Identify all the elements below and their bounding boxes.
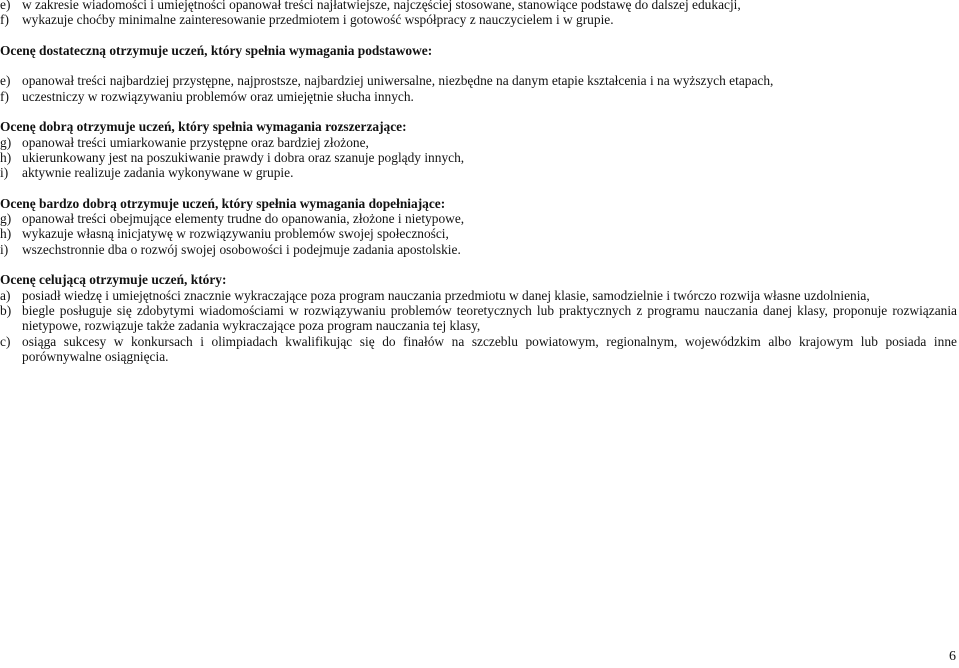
grade-heading-dobra: Ocenę dobrą otrzymuje uczeń, który spełnia wymagania rozszerzające: bbox=[0, 119, 407, 135]
list-item-text: opanował treści najbardziej przystępne, najprostsze, najbardziej uniwersalne, niezbędne na danym etapie kształcenia i na wyższych etapach, bbox=[22, 73, 774, 89]
list-item-text: wszechstronnie dba o rozwój swojej osobowości i podejmuje zadania apostolskie. bbox=[22, 241, 461, 257]
list-item-label: i) bbox=[0, 241, 9, 257]
list-item bbox=[0, 0, 959, 12]
list-item-text: aktywnie realizuje zadania wykonywane w grupie. bbox=[22, 165, 294, 181]
page-number: 6 bbox=[949, 649, 956, 664]
list-item bbox=[0, 135, 959, 150]
list-item bbox=[0, 226, 959, 241]
list-item-text: opanował treści umiarkowanie przystępne oraz bardziej złożone, bbox=[22, 134, 369, 150]
list-item-label: c) bbox=[0, 333, 11, 349]
list-item-text: opanował treści obejmujące elementy trudne do opanowania, złożone i nietypowe, bbox=[22, 211, 465, 227]
list-item-text: ukierunkowany jest na poszukiwanie prawdy i dobra oraz szanuje poglądy innych, bbox=[22, 149, 465, 165]
list-item-label: f) bbox=[0, 12, 9, 28]
list-item-text: wykazuje własną inicjatywę w rozwiązywaniu problemów swojej społeczności, bbox=[22, 226, 449, 242]
list-item bbox=[0, 242, 959, 257]
list-item bbox=[0, 288, 959, 303]
list-item-text: osiąga sukcesy w konkursach i olimpiadach kwalifikując się do finałów na szczeblu powiatowym, regionalnym, wojewódzkim albo krajowym lub posiada inne porównywalne osiągnięcia. bbox=[22, 333, 957, 364]
list-item-label: g) bbox=[0, 211, 12, 227]
list-item bbox=[0, 303, 959, 334]
list-item-text: uczestniczy w rozwiązywaniu problemów oraz umiejętnie słucha innych. bbox=[22, 88, 414, 104]
list-item bbox=[0, 150, 959, 165]
list-item-text: biegle posługuje się zdobytymi wiadomościami w rozwiązywaniu problemów teoretycznych lub praktycznych z programu nauczania danej klasy, proponuje rozwiązania nietypowe, rozwiązuje także zadania wykraczające poza program nauczania tej klasy, bbox=[22, 302, 957, 334]
list-item-label: a) bbox=[0, 287, 11, 303]
grade-heading-dostateczna: Ocenę dostateczną otrzymuje uczeń, który spełnia wymagania podstawowe: bbox=[0, 42, 433, 58]
list-item-label: f) bbox=[0, 88, 9, 104]
list-item-label: e) bbox=[0, 0, 11, 12]
list-item bbox=[0, 12, 959, 27]
list-item-label: h) bbox=[0, 149, 12, 165]
list-item bbox=[0, 73, 959, 88]
list-item-text: posiadł wiedzę i umiejętności znacznie wykraczające poza program nauczania przedmiotu w danej klasie, samodzielnie i twórczo rozwija własne uzdolnienia, bbox=[22, 287, 870, 303]
list-item-label: h) bbox=[0, 226, 12, 242]
list-item bbox=[0, 211, 959, 226]
list-item-label: b) bbox=[0, 302, 12, 318]
list-item bbox=[0, 165, 959, 180]
grade-heading-bardzo-dobra: Ocenę bardzo dobrą otrzymuje uczeń, który spełnia wymagania dopełniające: bbox=[0, 195, 446, 211]
list-item-label: e) bbox=[0, 73, 11, 89]
list-item bbox=[0, 89, 959, 104]
list-item-label: g) bbox=[0, 134, 12, 150]
list-item bbox=[0, 334, 959, 365]
grade-heading-celujaca: Ocenę celującą otrzymuje uczeń, który: bbox=[0, 272, 227, 288]
list-item-text: w zakresie wiadomości i umiejętności opanował treści najłatwiejsze, najczęściej stosowane, stanowiące podstawę do dalszej edukacji, bbox=[22, 0, 741, 12]
list-item-label: i) bbox=[0, 165, 9, 181]
list-item-text: wykazuje choćby minimalne zainteresowanie przedmiotem i gotowość współpracy z nauczycielem i w grupie. bbox=[22, 12, 614, 28]
